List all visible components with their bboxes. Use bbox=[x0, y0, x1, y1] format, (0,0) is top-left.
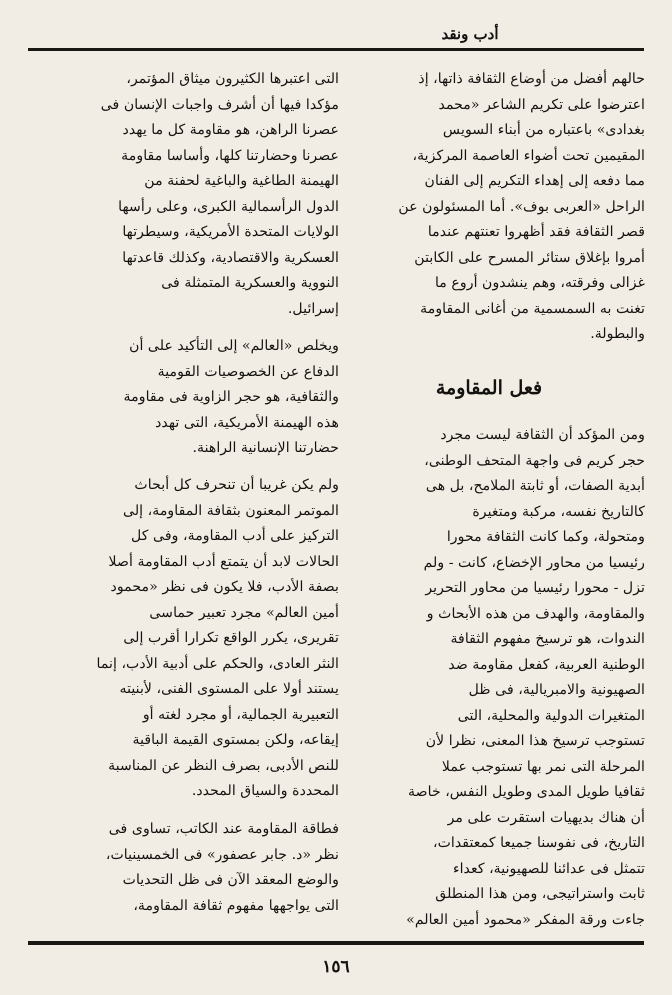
right-column-top bbox=[333, 67, 645, 348]
top-rule bbox=[28, 48, 644, 51]
right-paragraph-1: حالهم أفضل من أوضاع الثقافة ذاتها، إذ اعترضوا على تكريم الشاعر «محمد بغدادى» باعتباره من أبناء السويس المقيمين تحت أضواء العاصمة المركزية، مما دفعه إلى إهداء التكريم إلى الفنان الراحل «العربى بوف». أما المسئولون عن قصر الثقافة فقد أظهروا تعنتهم عندما أمروا بإغلاق ستائر المسرح على الكابتن غزالى وفرقته، وهم ينشدون أروع ما تغنت به السمسمية من أغانى المقاومة والبطولة. bbox=[398, 71, 645, 342]
left-column-p3 bbox=[27, 473, 339, 805]
left-paragraph-3: ولم يكن غريبا أن تنحرف كل أبحاث الموتمر المعنون بثقافة المقاومة، إلى التركيز على أدب المقاومة، وفى كل الحالات لابد أن يتمتع أدب المقاومة أصلا بصفة الأدب، فلا يكون فى نظر «محمود أمين العالم» مجرد تعبير حماسى تقريرى، يكرر الواقع تكرارا أقرب إلى النثر العادى، والحكم على أدبية الأدب، إنما يستند أولا على المستوى الفنى، لأبنيته التعبيرية الجمالية، أو مجرد لغته أو إيقاعه، ولكن بمستوى القيمة الباقية للنص الأدبى، بصرف النظر عن المناسبة المحددة والسياق المحدد. bbox=[96, 477, 339, 799]
left-paragraph-4: فطاقة المقاومة عند الكاتب، تساوى فى نظر «د. جابر عصفور» فى الخمسينيات، والوضع المعقد الآن فى ظل التحديات التى يواجهها مفهوم ثقافة المقاومة، bbox=[105, 821, 339, 914]
left-column-p4 bbox=[27, 817, 339, 919]
left-paragraph-1: التى اعتبرها الكثيرون ميثاق المؤتمر، مؤكدا فيها أن أشرف واجبات الإنسان فى عصرنا الراهن، هو مقاومة كل ما يهدد عصرنا وحضارتنا كلها، وأساسا مقاومة الهيمنة الطاغية والباغية لحفنة من الدول الرأسمالية الكبرى، وعلى رأسها الولايات المتحدة الأمريكية، وسيطرتها العسكرية والاقتصادية، وكذلك قاعدتها النووية والعسكرية المتمثلة فى إسرائيل. bbox=[100, 71, 339, 317]
bottom-rule bbox=[28, 941, 644, 945]
right-paragraph-2: ومن المؤكد أن الثقافة ليست مجرد حجر كريم فى واجهة المتحف الوطنى، أبدية الصفات، أو ثابتة الملامح، بل هى كالتاريخ نفسه، مركبة ومتغيرة ومتحولة، وكما كانت الثقافة محورا رئيسيا من محاور الإخضاع، كانت - ولم تزل - محورا رئيسيا من محاور التحرير والمقاومة، والهدف من هذه الأبحاث و الندوات، هو ترسيخ مفهوم الثقافة الوطنية العربية، كفعل مقاومة ضد الصهيونية والامبريالية، فى ظل المتغيرات الدولية والمحلية، التى تستوجب ترسيخ هذا المعنى، نظرا لأن المرحلة التى نمر بها تستوجب عملا ثقافيا طويل المدى وطويل النفس، خاصة أن هناك بديهيات استقرت على مر التاريخ، فى نفوسنا جميعا كمعتقدات، تتمثل فى عدائنا للصهيونية، كعداء ثابت واستراتيجى، ومن هذا المنطلق جاءت ورقة المفكر «محمود أمين العالم» bbox=[406, 427, 645, 928]
left-column-p2 bbox=[27, 334, 339, 462]
section-title: أدب ونقد bbox=[441, 25, 499, 43]
subheading: فعل المقاومة bbox=[435, 377, 543, 399]
left-column-p1 bbox=[27, 67, 339, 322]
right-column-bottom bbox=[333, 423, 645, 933]
page-number: ١٥٦ bbox=[322, 957, 350, 977]
left-paragraph-2: ويخلص «العالم» إلى التأكيد على أن الدفاع عن الخصوصيات القومية والثقافية، هو حجر الزاوية فى مقاومة هذه الهيمنة الأمريكية، التى تهدد حضارتنا الإنسانية الراهنة. bbox=[123, 338, 339, 456]
